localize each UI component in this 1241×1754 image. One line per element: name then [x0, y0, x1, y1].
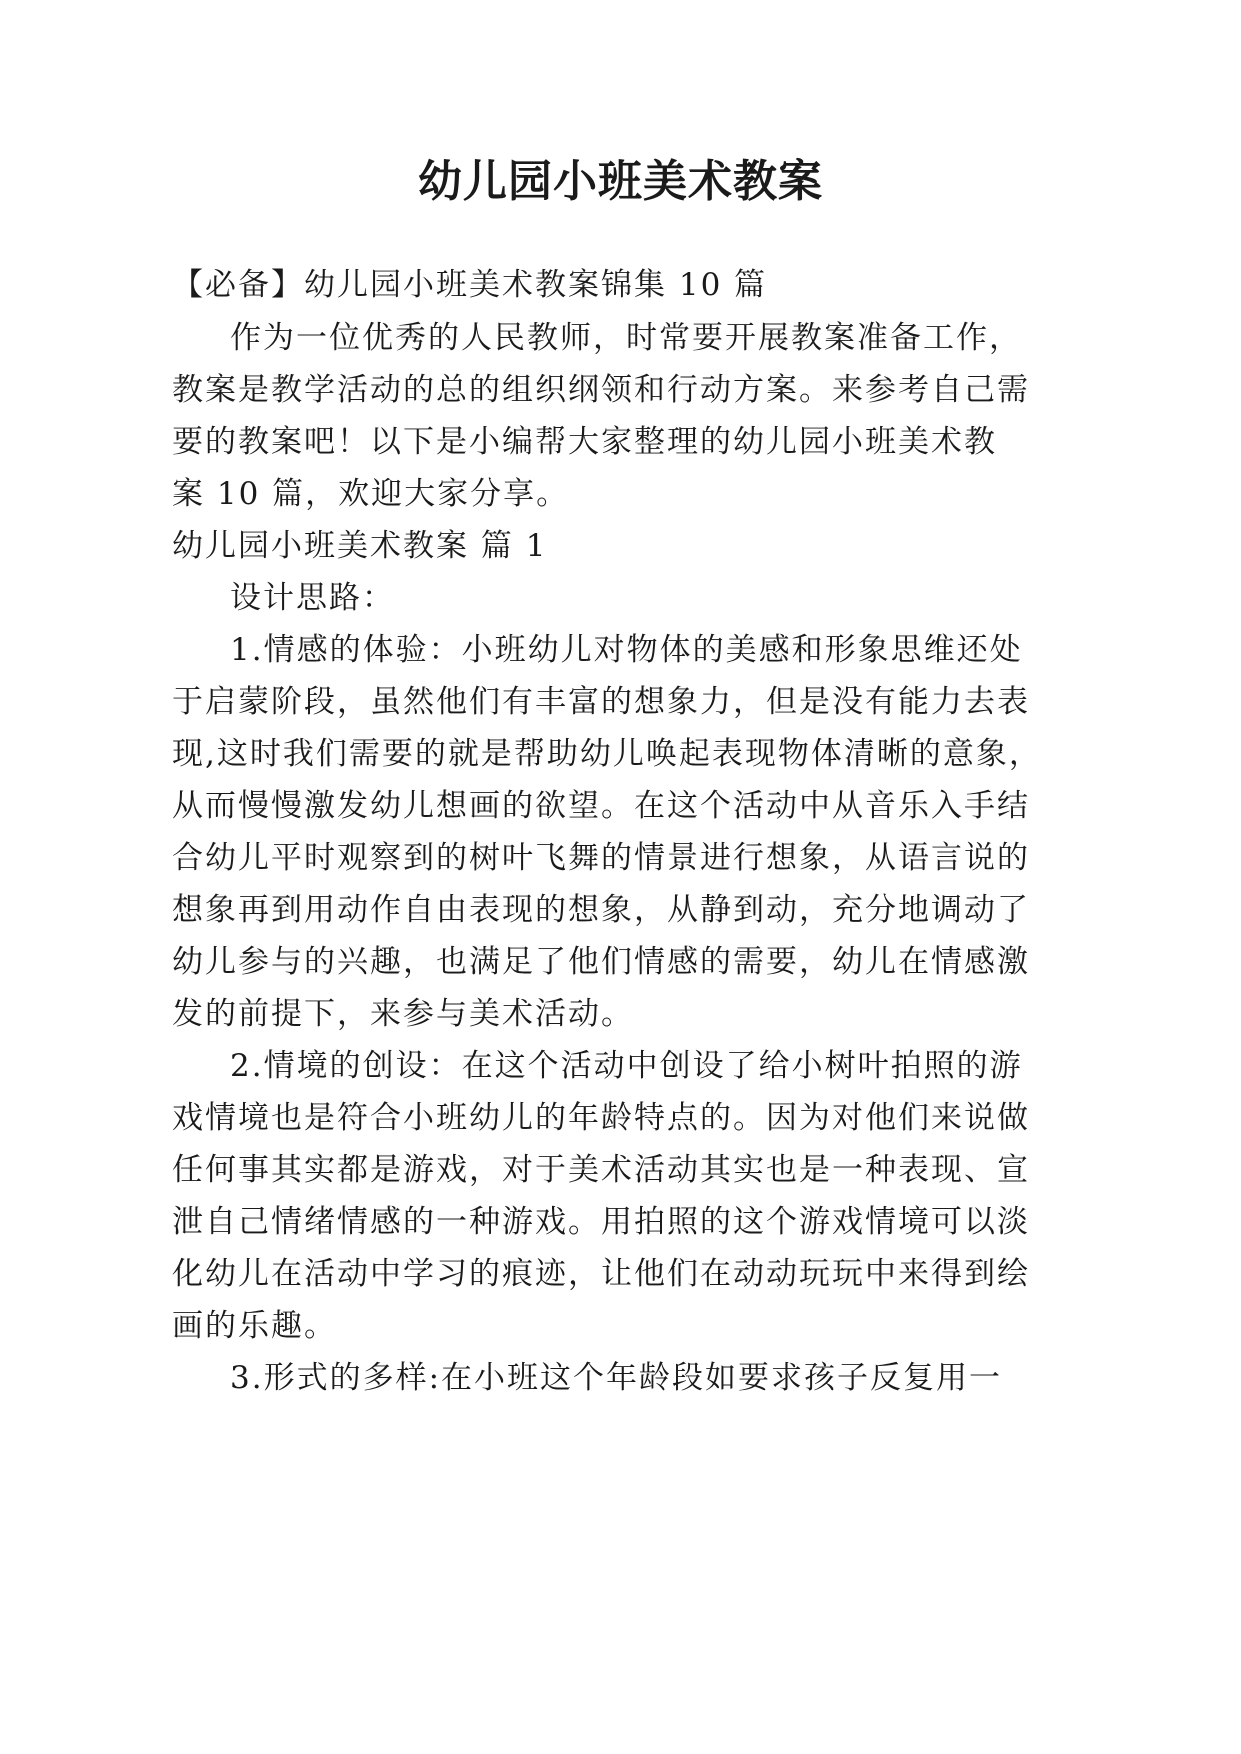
- body-line: 案 10 篇，欢迎大家分享。: [172, 476, 570, 512]
- subtitle-line: 【必备】幼儿园小班美术教案锦集 10 篇: [172, 267, 768, 303]
- body-line: 想象再到用动作自由表现的想象，从静到动，充分地调动了: [172, 892, 1030, 928]
- body-line: 任何事其实都是游戏，对于美术活动其实也是一种表现、宣: [172, 1152, 1030, 1188]
- body-line: 化幼儿在活动中学习的痕迹，让他们在动动玩玩中来得到绘: [172, 1256, 1030, 1292]
- body-line: 要的教案吧！以下是小编帮大家整理的幼儿园小班美术教: [172, 424, 997, 460]
- body-line: 从而慢慢激发幼儿想画的欲望。在这个活动中从音乐入手结: [172, 788, 1030, 824]
- body-line: 1.情感的体验：小班幼儿对物体的美感和形象思维还处: [230, 632, 1023, 668]
- body-line: 教案是教学活动的总的组织纲领和行动方案。来参考自己需: [172, 372, 1030, 408]
- body-line: 于启蒙阶段，虽然他们有丰富的想象力，但是没有能力去表: [172, 684, 1030, 720]
- body-line: 合幼儿平时观察到的树叶飞舞的情景进行想象，从语言说的: [172, 840, 1030, 876]
- body-line: 泄自己情绪情感的一种游戏。用拍照的这个游戏情境可以淡: [172, 1204, 1030, 1240]
- body-line: 现,这时我们需要的就是帮助幼儿唤起表现物体清晰的意象，: [172, 736, 1042, 772]
- body-line: 画的乐趣。: [172, 1308, 337, 1344]
- section-heading: 幼儿园小班美术教案 篇 1: [172, 528, 548, 564]
- body-line: 发的前提下，来参与美术活动。: [172, 996, 634, 1032]
- document-title: 幼儿园小班美术教案: [418, 156, 823, 207]
- body-line: 幼儿参与的兴趣，也满足了他们情感的需要，幼儿在情感激: [172, 944, 1030, 980]
- body-line: 戏情境也是符合小班幼儿的年龄特点的。因为对他们来说做: [172, 1100, 1030, 1136]
- body-line: 设计思路：: [230, 580, 395, 616]
- body-line: 3.形式的多样:在小班这个年龄段如要求孩子反复用一: [230, 1360, 1003, 1396]
- body-line: 作为一位优秀的人民教师，时常要开展教案准备工作，: [230, 320, 1022, 356]
- body-line: 2.情境的创设：在这个活动中创设了给小树叶拍照的游: [230, 1048, 1023, 1084]
